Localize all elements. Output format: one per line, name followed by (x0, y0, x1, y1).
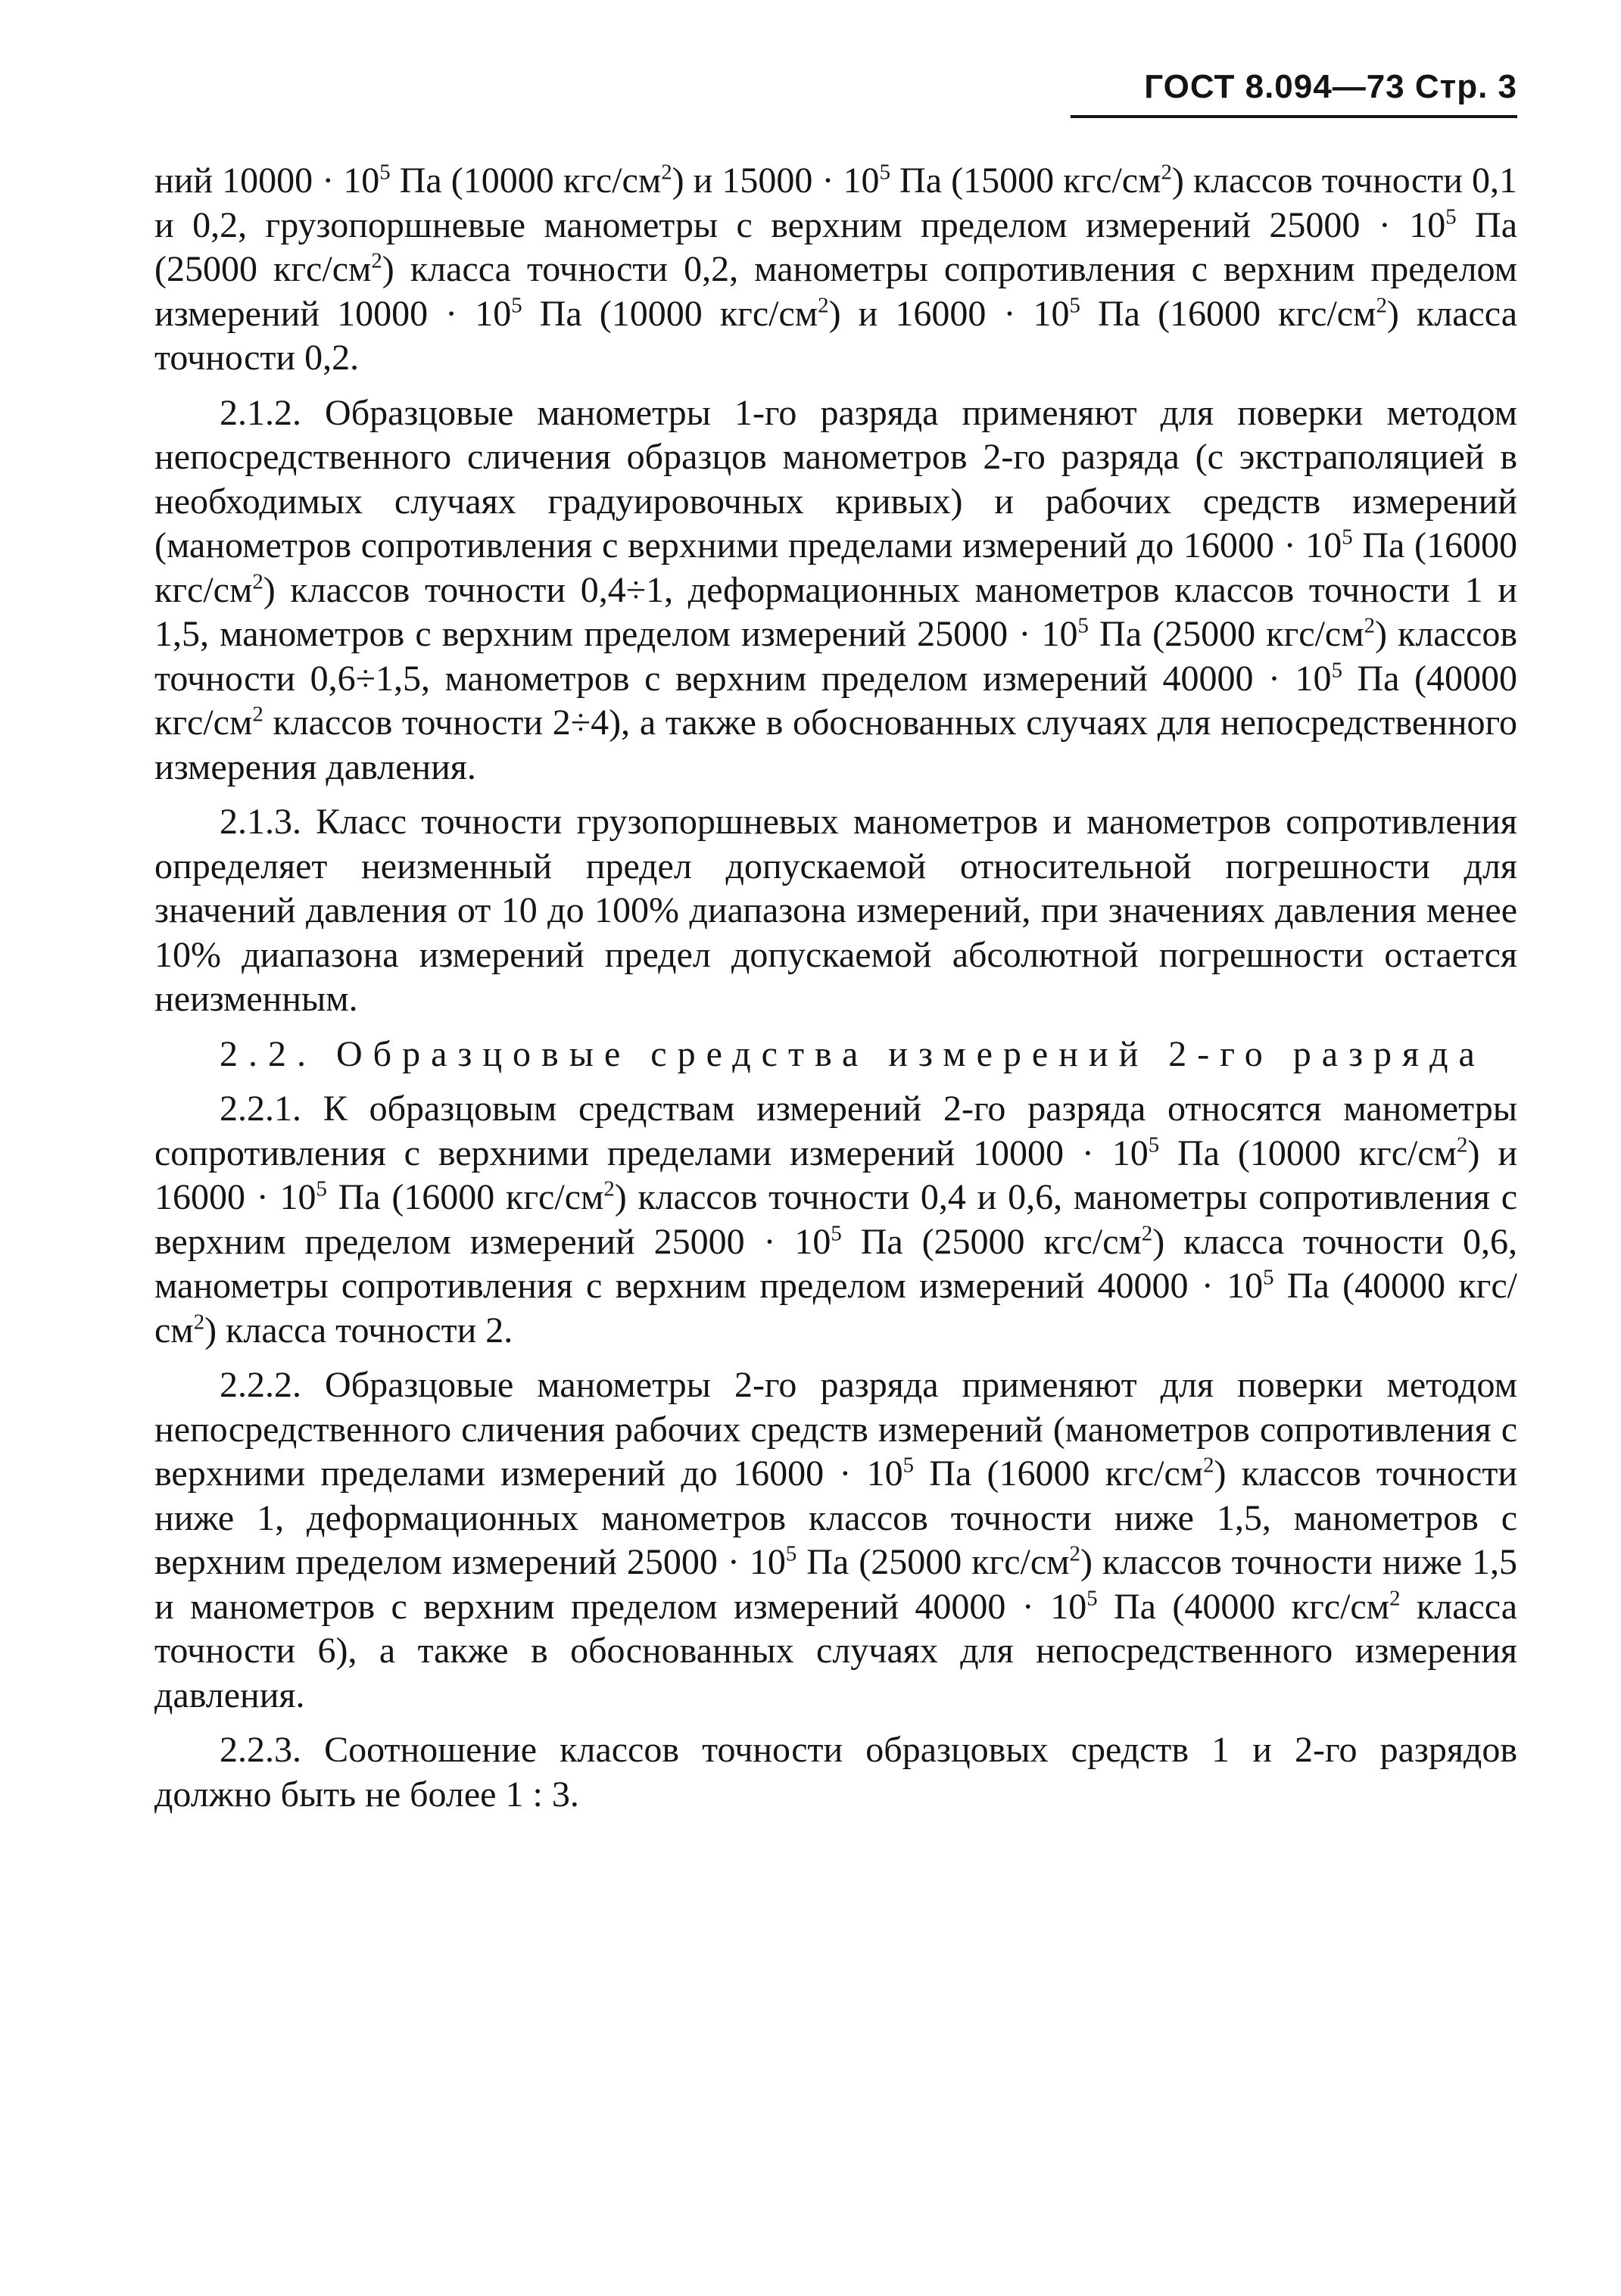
exponent: 2 (1141, 1221, 1153, 1246)
page-number-header: ГОСТ 8.094—73 Стр. 3 (1144, 68, 1517, 105)
exponent: 5 (1069, 293, 1080, 318)
exponent: 2 (252, 702, 263, 727)
paragraph-2-2-2: 2.2.2. Образцовые манометры 2-го разряда применяют для поверки методом непосредственного сличения рабочих средств измерений (манометров сопротивления с верхними пределами измерений до $16000 \cdot 10^5$ Па (16000 кгс/$см^2$) классов точности ниже 1, деформационных манометров классов точности ниже 1,5, манометров с верхним пределом измерений $25000 \cdot 10^5$ Па (25000 кгс/$см^2$) классов точности ниже 1,5 и манометров с верхним пределом измерений $40000 \cdot 10^5$ Па (40000 кгс/$см^2$ класса точности 6), а также в обоснованных случаях для непосредственного измерения давления. (154, 1365, 1518, 1715)
document-body (154, 159, 1517, 1817)
exponent: 5 (1342, 525, 1353, 550)
exponent: 2 (1376, 293, 1387, 318)
exponent: 2 (1161, 160, 1172, 185)
paragraph-2-1-3: 2.1.3. Класс точности грузопоршневых манометров и манометров сопротивления определяет неизменный предел допускаемой относительной погрешности для значений давления от 10 до 100% диапазона измерений, при значениях давления менее 10% диапазона измерений предел допускаемой абсолютной погрешности остается неизменным. (154, 802, 1517, 1019)
exponent: 5 (1263, 1265, 1274, 1290)
exponent: 2 (371, 248, 382, 273)
exponent: 2 (1203, 1453, 1214, 1478)
header-rule (1071, 115, 1517, 118)
exponent: 5 (1077, 613, 1089, 638)
section-heading-2-2: 2.2. Образцовые средства измерений 2-го разряда (220, 1033, 1485, 1074)
page-header (154, 61, 1517, 159)
exponent: 5 (831, 1221, 842, 1246)
exponent: 5 (1148, 1132, 1160, 1157)
exponent: 5 (785, 1541, 797, 1566)
paragraph-2-2-1: 2.2.1. К образцовым средствам измерений 2-го разряда относятся манометры сопротивления с верхними пределами измерений $10000 \cdot 10^5$ Па (10000 кгс/$см^2$) и $16000 \cdot 10^5$ Па (16000 кгс/$см^2$) классов точности 0,4 и 0,6, манометры сопротивления с верхним пределом измерений $25000 \cdot 10^5$ Па (25000 кгс/$см^2$) класса точности 0,6, манометры сопротивления с верхним пределом измерений $40000 \cdot 10^5$ Па (40000 кгс/$см^2$) класса точности 2. (154, 1089, 1518, 1350)
exponent: 5 (511, 293, 522, 318)
exponent: 5 (316, 1176, 327, 1201)
exponent: 5 (1086, 1586, 1098, 1611)
exponent: 5 (1331, 658, 1342, 683)
paragraph-2-2-3: 2.2.3. Соотношение классов точности образцовых средств 1 и 2-го разрядов должно быть не более 1 : 3. (154, 1730, 1517, 1815)
exponent: 2 (1457, 1132, 1468, 1157)
exponent: 2 (818, 293, 829, 318)
exponent: 5 (902, 1453, 915, 1478)
exponent: 2 (1364, 613, 1376, 638)
exponent: 2 (252, 569, 263, 594)
document-page (154, 61, 1517, 2256)
exponent: 5 (379, 160, 391, 185)
exponent: 2 (1069, 1541, 1080, 1566)
paragraph-continuation: ний $10000 \cdot 10^5$ Па (10000 кгс/$см^2$) и $15000 \cdot 10^5$ Па (15000 кгс/$см^2$) классов точности 0,1 и 0,2, грузопоршневые манометры с верхним пределом измерений $25000 \cdot 10^5$ Па (25000 кгс/$см^2$) класса точности 0,2, манометры сопротивления с верхним пределом измерений $10000 \cdot 10^5$ Па (10000 кгс/$см^2$) и $16000 \cdot 10^5$ Па (16000 кгс/$см^2$) класса точности 0,2. (154, 160, 1518, 378)
exponent: 5 (1445, 204, 1457, 229)
exponent: 2 (1389, 1586, 1401, 1611)
exponent: 2 (193, 1310, 205, 1335)
exponent: 2 (603, 1176, 615, 1201)
exponent: 2 (661, 160, 672, 185)
exponent: 5 (879, 160, 890, 185)
paragraph-2-1-2: 2.1.2. Образцовые манометры 1-го разряда применяют для поверки методом непосредственного сличения образцов манометров 2-го разряда (с экстраполяцией в необходимых случаях градуировочных кривых) и рабочих средств измерений (манометров сопротивления с верхними пределами измерений до $16000 \cdot 10^5$ Па (16000 кгс/$см^2$) классов точности 0,4÷1, деформационных манометров классов точности 1 и 1,5, манометров с верхним пределом измерений $25000 \cdot 10^5$ Па (25000 кгс/$см^2$) классов точности 0,6÷1,5, манометров с верхним пределом измерений $40000 \cdot 10^5$ Па (40000 кгс/$см^2$ классов точности 2÷4), а также в обоснованных случаях для непосредственного измерения давления. (154, 392, 1518, 787)
